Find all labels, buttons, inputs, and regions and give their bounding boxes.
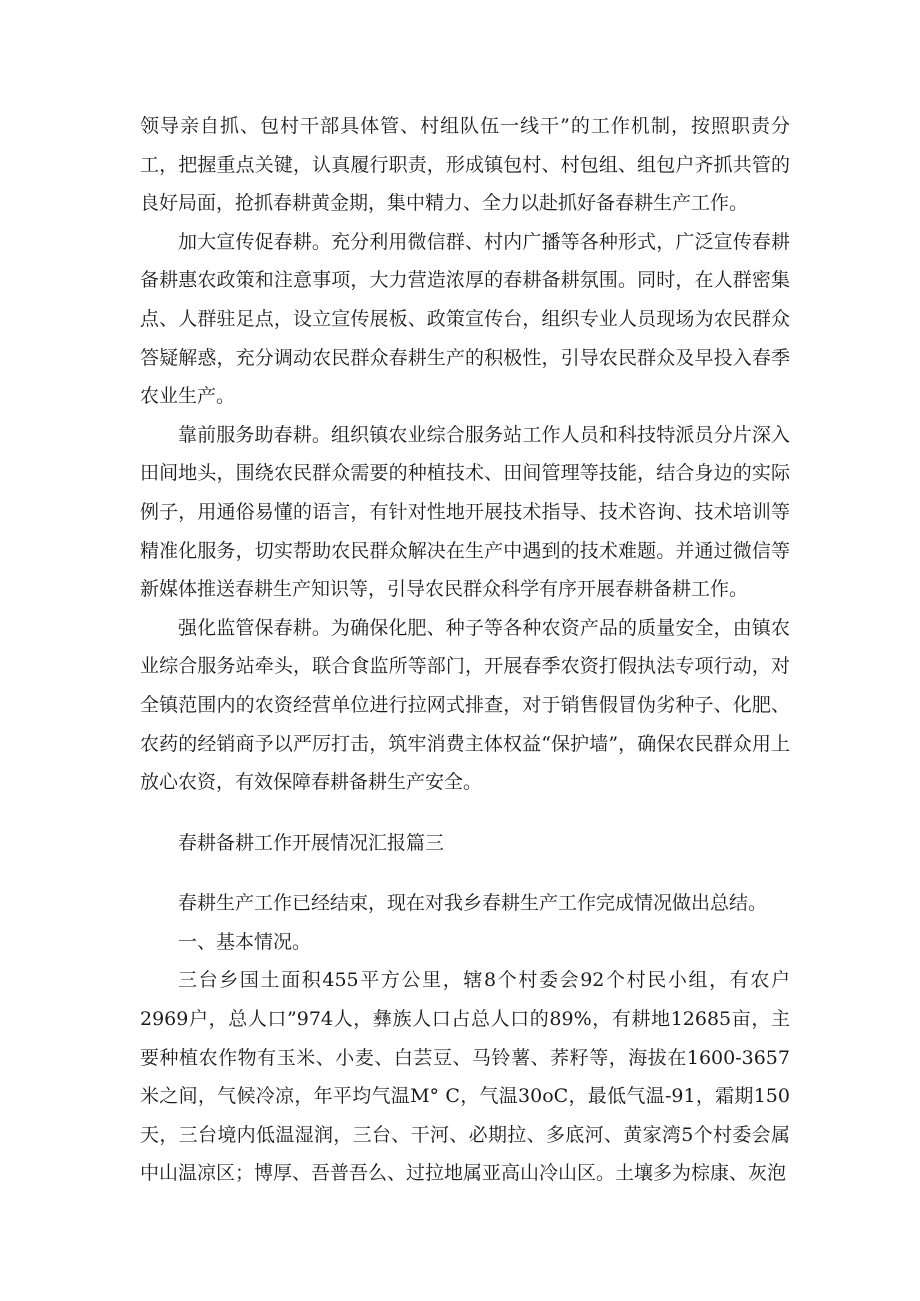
paragraph-basic-situation: 三台乡国土面积455平方公里，辖8个村委会92个村民小组，有农户2969户，总人口”974人，彝族人口占总人口的89%，有耕地12685亩，主要种植农作物有玉米、小麦、白芸豆、马铃薯、荞籽等，海拔在1600-3657米之间，气候冷凉，年平均气温M° C，气温30oC，最低气温-91，霜期150天，三台境内低温湿润，三台、干河、必期拉、多底河、黄家湾5个村委会属中山温凉区；博厚、吾普吾么、过拉地属亚高山冷山区。土壤多为棕康、灰泡 (140, 969, 790, 1185)
paragraph-supervision: 强化监管保春耕。为确保化肥、种子等各种农资产品的质量安全，由镇农业综合服务站牵头，联合食监所等部门，开展春季农资打假执法专项行动，对全镇范围内的农资经营单位进行拉网式排查，对于销售假冒伪劣种子、化肥、农药的经销商予以严厉打击，筑牢消费主体权益“保护墙”，确保农民群众用上放心农资，有效保障春耕备耕生产安全。 (140, 616, 790, 794)
section-heading: 春耕备耕工作开展情况汇报篇三 (178, 831, 445, 854)
paragraph-service: 靠前服务助春耕。组织镇农业综合服务站工作人员和科技特派员分片深入田间地头，围绕农民群众需要的种植技术、田间管理等技能，结合身边的实际例子，用通俗易懂的语言，有针对性地开展技术指导、技术咨询、技术培训等精准化服务，切实帮助农民群众解决在生产中遇到的技术难题。并通过微信等新媒体推送春耕生产知识等，引导农民群众科学有序开展春耕备耕工作。 (140, 423, 790, 601)
paragraph-summary-intro: 春耕生产工作已经结束，现在对我乡春耕生产工作完成情况做出总结。 (178, 892, 768, 915)
paragraph-work-mechanism: 领导亲自抓、包村干部具体管、村组队伍一线干”的工作机制，按照职责分工，把握重点关键，认真履行职责，形成镇包村、村包组、组包户齐抓共管的良好局面，抢抓春耕黄金期，集中精力、全力以赴抓好备春耕生产工作。 (140, 115, 790, 215)
paragraph-basic-situation-heading: 一、基本情况。 (178, 930, 312, 953)
document-body (140, 107, 790, 1193)
paragraph-publicity: 加大宣传促春耕。充分利用微信群、村内广播等各种形式，广泛宣传春耕备耕惠农政策和注意事项，大力营造浓厚的春耕备耕氛围。同时，在人群密集点、人群驻足点，设立宣传展板、政策宣传台，组织专业人员现场为农民群众答疑解惑，充分调动农民群众春耕生产的积极性，引导农民群众及早投入春季农业生产。 (140, 230, 790, 408)
